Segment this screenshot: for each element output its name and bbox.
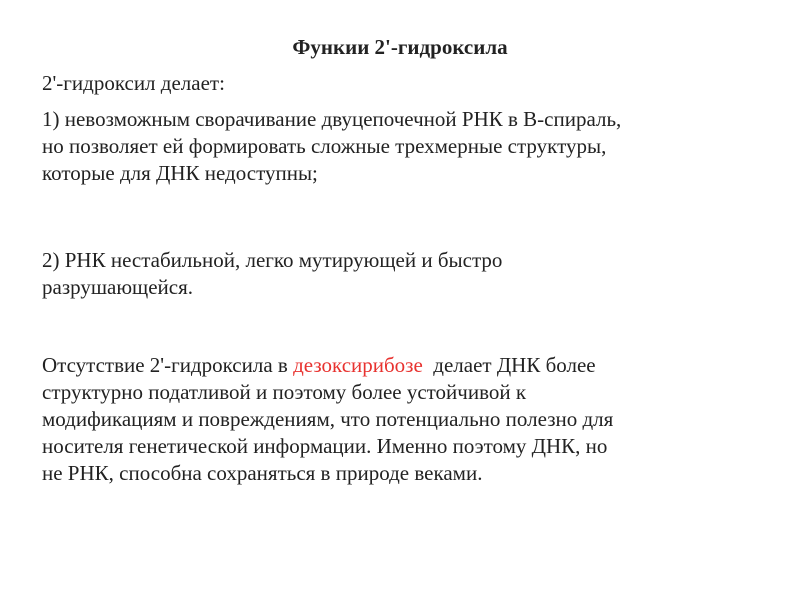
conclusion-line: структурно податливой и поэтому более устойчивой к xyxy=(42,380,527,404)
conclusion-line xyxy=(42,352,782,379)
conclusion-text: Отсутствие 2'-гидроксила в xyxy=(42,353,294,377)
point-1-line: 1) невозможным сворачивание двуцепочечной РНК в В-спираль, xyxy=(42,107,622,131)
point-2 xyxy=(42,247,782,301)
conclusion xyxy=(42,352,782,487)
conclusion-line: модификациям и повреждениям, что потенциально полезно для xyxy=(42,407,614,431)
highlight-term: дезоксирибозе xyxy=(293,353,423,377)
point-2-line: 2) РНК нестабильной, легко мутирующей и быстро xyxy=(42,248,503,272)
point-1-line: которые для ДНК недоступны; xyxy=(42,161,318,185)
intro-text: 2'-гидроксил делает: xyxy=(42,71,225,95)
slide-title: Функии 2'-гидроксила xyxy=(292,35,508,59)
conclusion-line: носителя генетической информации. Именно поэтому ДНК, но xyxy=(42,434,608,458)
point-1-line: но позволяет ей формировать сложные трехмерные структуры, xyxy=(42,134,607,158)
point-1 xyxy=(42,106,782,187)
conclusion-line: не РНК, способна сохраняться в природе веками. xyxy=(42,461,483,485)
conclusion-text: делает ДНК более xyxy=(422,353,596,377)
point-2-line: разрушающейся. xyxy=(42,275,193,299)
